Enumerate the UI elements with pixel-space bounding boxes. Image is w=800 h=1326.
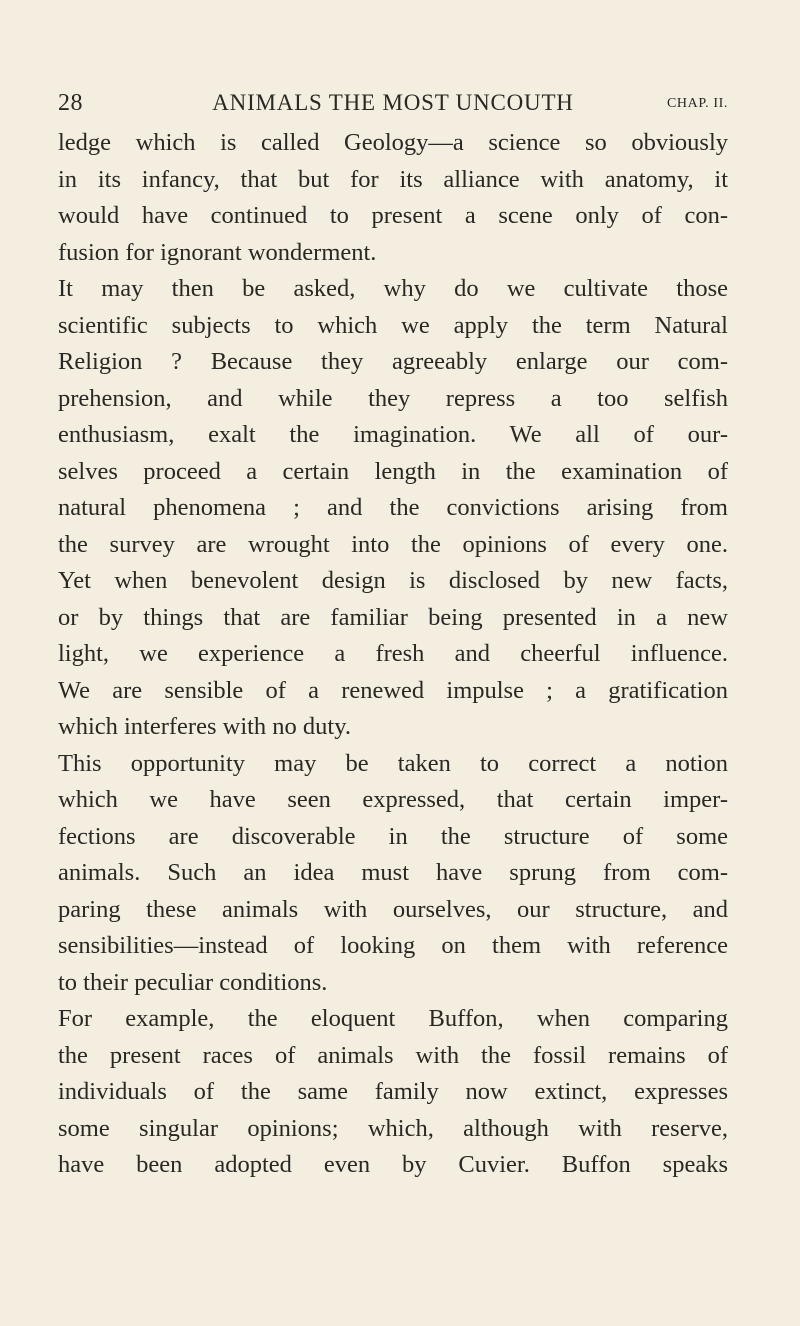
text-line: to their peculiar conditions. bbox=[58, 968, 328, 996]
text-line: or by things that are familiar being presented in a new bbox=[58, 603, 728, 631]
text-line: in its infancy, that but for its alliance with anatomy, it bbox=[58, 165, 728, 193]
text-line: sensibilities—instead of looking on them with reference bbox=[58, 932, 728, 959]
text-line: This opportunity may be taken to correct a notion bbox=[58, 749, 728, 777]
text-line: fusion for ignorant wonderment. bbox=[58, 238, 377, 266]
text-line: some singular opinions; which, although with reserve, bbox=[58, 1114, 728, 1142]
chapter-label: CHAP. II. bbox=[666, 96, 728, 111]
text-line: It may then be asked, why do we cultivate those bbox=[58, 275, 728, 302]
text-line: animals. Such an idea must have sprung from com- bbox=[58, 859, 728, 886]
text-line: We are sensible of a renewed impulse ; a gratification bbox=[58, 676, 728, 704]
text-line: the survey are wrought into the opinions of every one. bbox=[58, 530, 728, 558]
page-number: 28 bbox=[58, 90, 83, 116]
text-line: enthusiasm, exalt the imagination. We all of our- bbox=[58, 421, 728, 448]
text-line: selves proceed a certain length in the examination of bbox=[58, 457, 728, 485]
text-line: Religion ? Because they agreeably enlarge our com- bbox=[58, 348, 728, 375]
text-line: natural phenomena ; and the convictions arising from bbox=[58, 494, 728, 521]
running-head bbox=[58, 90, 728, 120]
text-line: the present races of animals with the fossil remains of bbox=[58, 1041, 728, 1069]
text-line: scientific subjects to which we apply the term Natural bbox=[58, 311, 728, 339]
text-line: prehension, and while they repress a too selfish bbox=[58, 384, 728, 412]
text-line: ledge which is called Geology—a science so obviously bbox=[58, 129, 728, 156]
text-line: For example, the eloquent Buffon, when comparing bbox=[58, 1005, 728, 1032]
text-line: light, we experience a fresh and cheerful influence. bbox=[58, 640, 728, 667]
body-text bbox=[58, 125, 728, 1184]
text-line: fections are discoverable in the structure of some bbox=[58, 822, 728, 850]
running-head-title: ANIMALS THE MOST UNCOUTH bbox=[212, 90, 574, 115]
text-line: have been adopted even by Cuvier. Buffon speaks bbox=[58, 1151, 728, 1178]
text-line: Yet when benevolent design is disclosed by new facts, bbox=[58, 567, 728, 594]
text-line: would have continued to present a scene only of con- bbox=[58, 202, 728, 229]
text-line: individuals of the same family now extinct, expresses bbox=[58, 1078, 728, 1105]
text-line: paring these animals with ourselves, our structure, and bbox=[58, 895, 728, 923]
text-line: which we have seen expressed, that certain imper- bbox=[58, 786, 728, 813]
text-line: which interferes with no duty. bbox=[58, 713, 352, 740]
